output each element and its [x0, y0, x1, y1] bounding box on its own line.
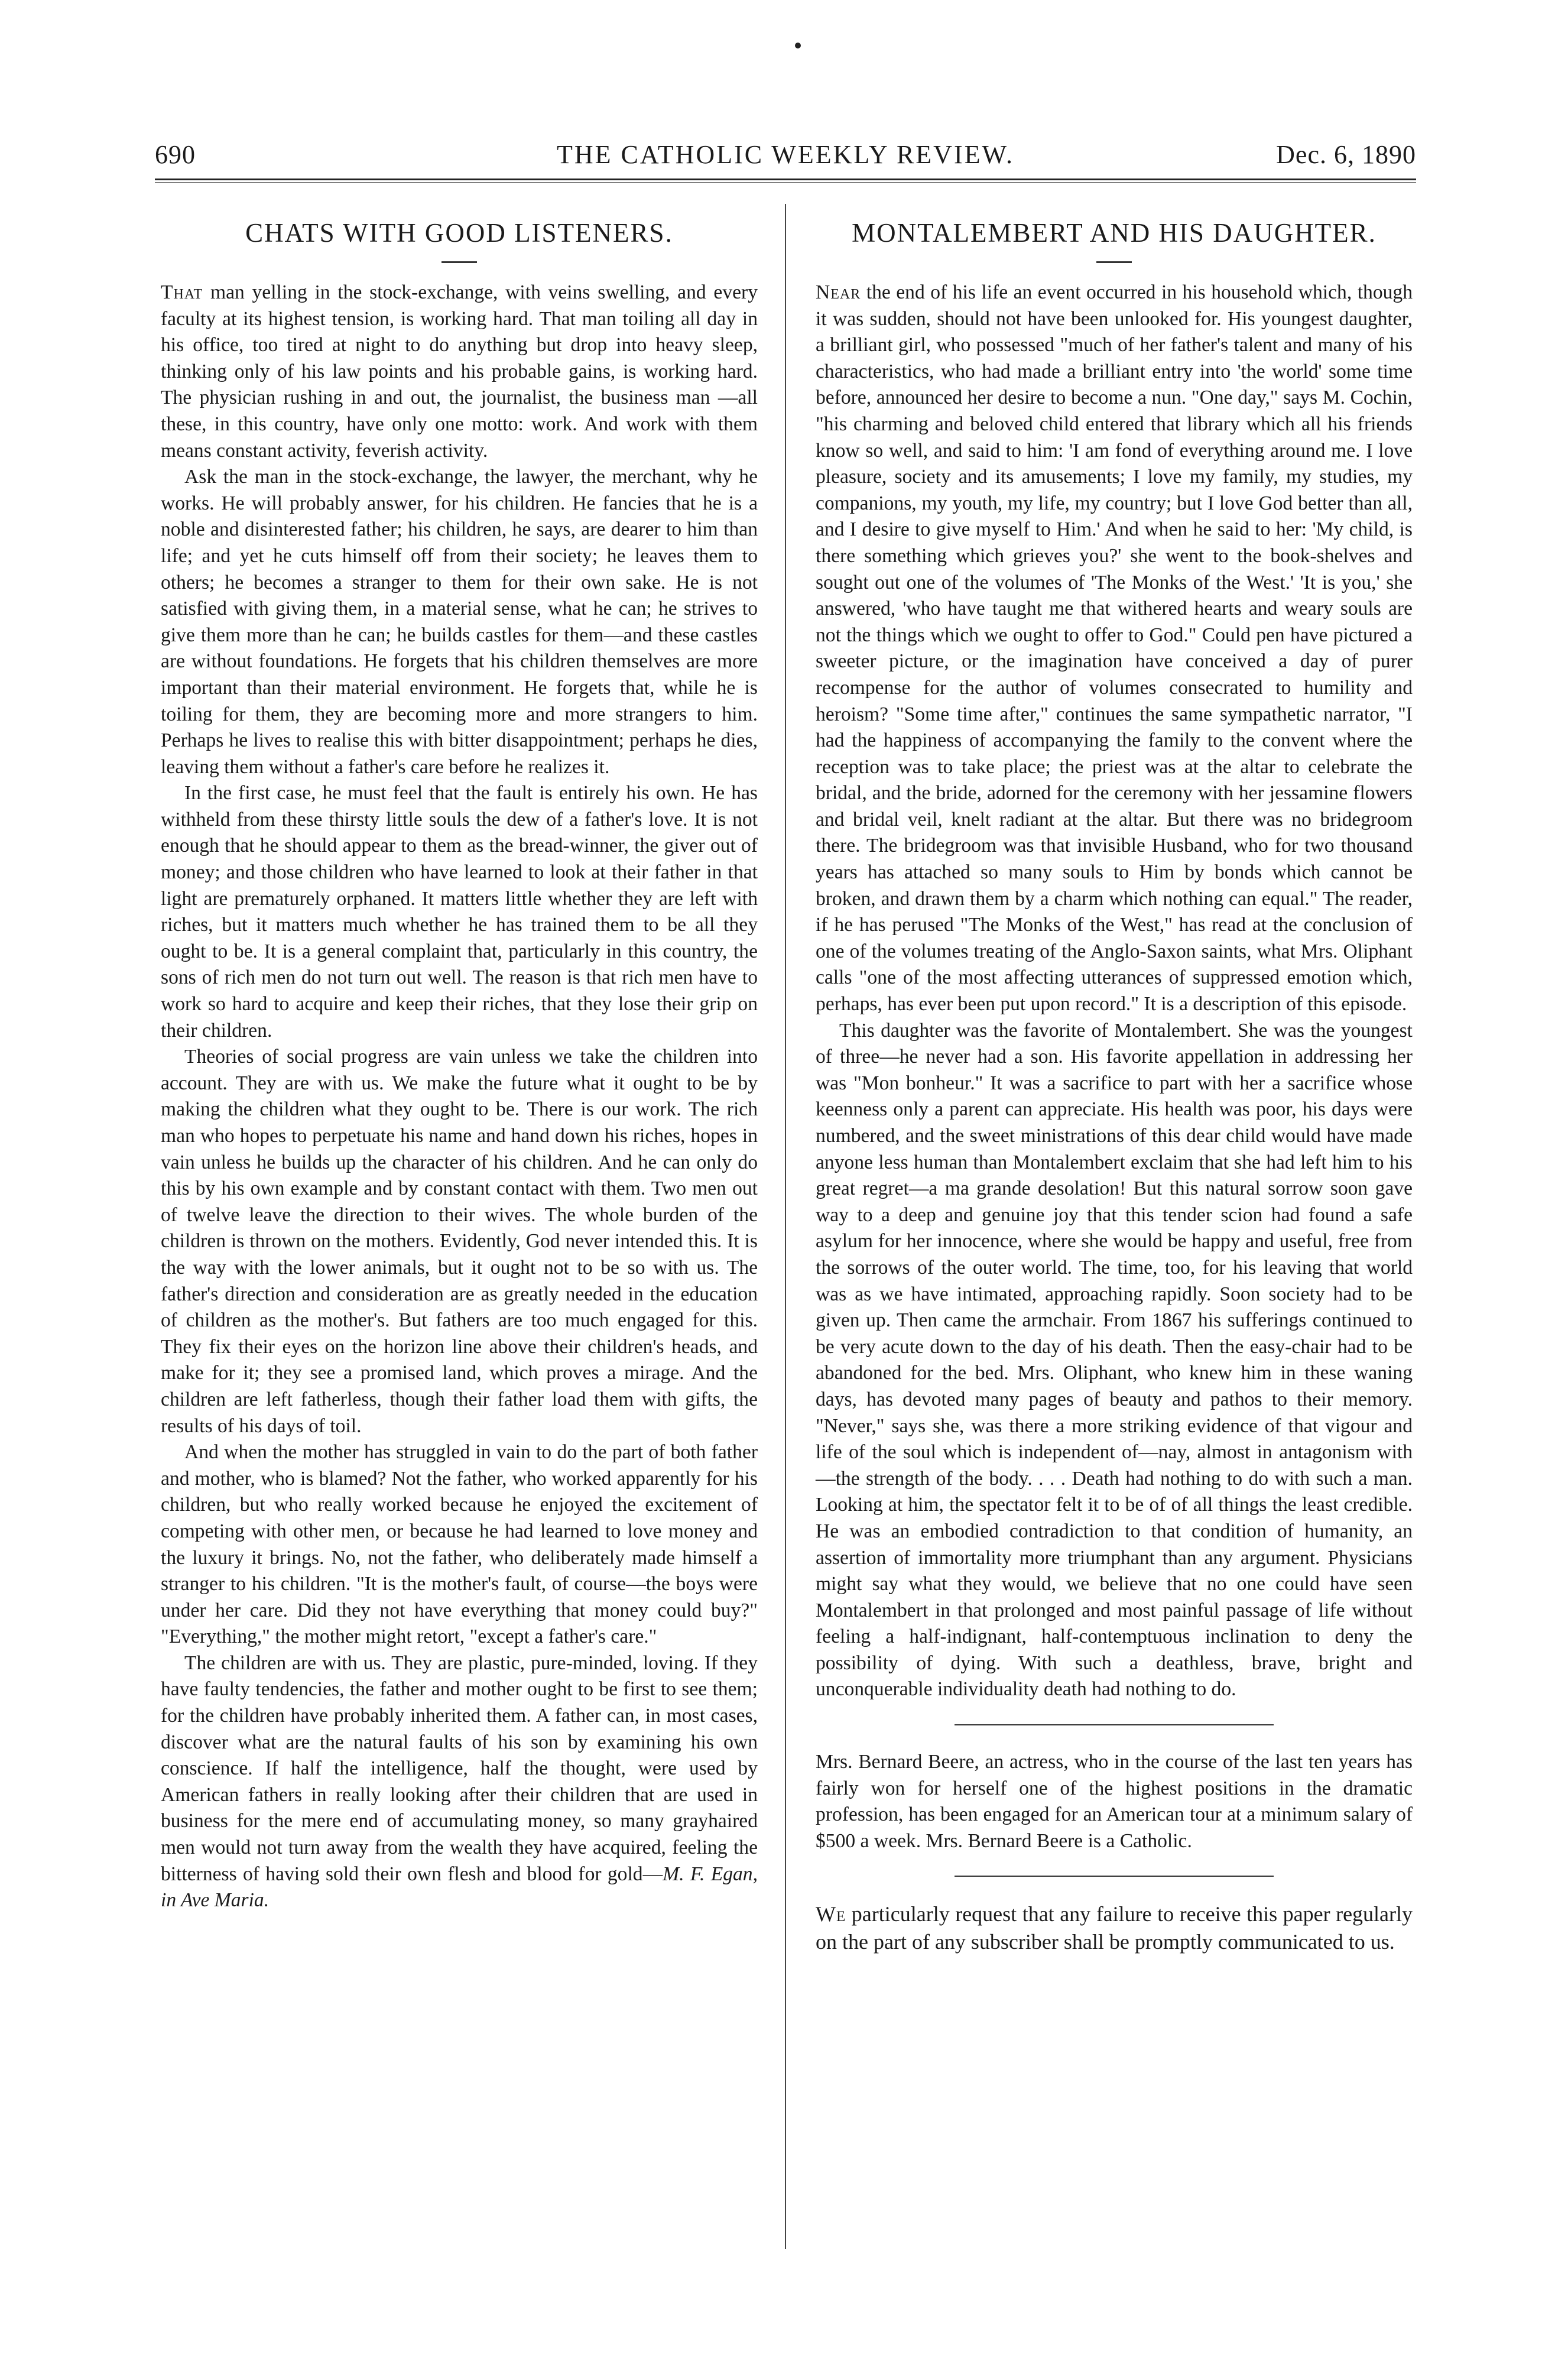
paragraph: [161, 1650, 758, 1914]
paragraph-text: The children are with us. They are plastic, pure-minded, loving. If they have faulty tendencies, the father and mother ought to be first to see them; for the children have probably inherited them. A father can, in most cases, discover what are the natural faults of his son by examining his own conscience. If half the intelligence, half the thought, were used by American fathers in really looking after their children that are used in business for the mere end of accumulating money, so many grayhaired men would not turn away from the wealth they have acquired, feeling the bitterness of having sold their own flesh and blood for gold—: [161, 1652, 758, 1885]
section-separator: [955, 1876, 1274, 1877]
ink-dot: [795, 43, 801, 48]
notice-text: particularly request that any failure to receive this paper regularly on the part of any subscriber shall be promptly communicated to us.: [816, 1902, 1413, 1954]
paragraph: [161, 280, 758, 464]
title-rule: [1096, 261, 1132, 263]
paragraph: This daughter was the favorite of Montalembert. She was the youngest of three—he never had a son. His favorite appellation in addressing her was "Mon bonheur." It was a sacrifice to part with her a sacrifice whose keenness only a parent can appreciate. His health was poor, his days were numbered, and the sweet ministrations of this dear child would have made anyone less human than Montalembert exclaim that she had left him to his great regret—a ma grande desolation! But this natural sorrow soon gave way to a deep and genuine joy that this tender scion had found a safe asylum for her innocence, where she would be happy and useful, free from the sorrows of the outer world. The time, too, for his leaving that world was as we have intimated, approaching rapidly. Soon society had to be given up. Then came the armchair. From 1867 his sufferings continued to be very acute down to the day of his death. Then the easy-chair had to be abandoned for the bed. Mrs. Oliphant, who knew him in these waning days, has devoted many pages of beauty and pathos to their memory. "Never," says she, was there a more striking evidence of that vigour and life of the soul which is independent of—nay, almost in antagonism with—the strength of the body. . . . Death had nothing to do with such a man. Looking at him, the spectator felt it to be of of all things the least credible. He was an embodied contradiction to that condition of humanity, an assertion of immortality more triumphant than any argument. Physicians might say what they would, we believe that no one could have seen Montalembert in that prolonged and most painful passage of life without feeling a half-indignant, half-contemptuous inclination to deny the possibility of dying. With such a deathless, brave, bright and unconquerable individuality death had nothing to do.: [816, 1019, 1413, 1701]
article-title: CHATS WITH GOOD LISTENERS.: [245, 218, 673, 248]
page-number: 690: [155, 140, 196, 169]
masthead-rule: [155, 179, 1416, 180]
paragraph: Theories of social progress are vain unless we take the children into account. They are with us. We make the future what it ought to be by making the children what they ought to be. There is our work. The rich man who hopes to perpetuate his name and hand down his riches, hopes in vain unless he builds up the character of his children. And he can only do this by his own example and by constant contact with them. Two men out of twelve leave the direction to their wives. The whole burden of the children is thrown on the mothers. Evidently, God never intended this. It is the way with the lower animals, but it ought not to be so with us. The father's direction and consideration are as greatly needed in the education of children as the mother's. But fathers are too much engaged for this. They fix their eyes on the horizon line above their children's heads, and make for it; they see a promised land, which proves a mirage. And the children are left fatherless, though their father load them with gifts, the results of his days of toil.: [161, 1046, 758, 1437]
subscriber-notice: [816, 1900, 1413, 1956]
title-rule: [441, 261, 477, 263]
paragraph-text: the end of his life an event occurred in his household which, though it was sudden, should not have been unlooked for. His youngest daughter, a brilliant girl, who possessed "much of her father's talent and many of his characteristics, who had made a brilliant entry into 'the world' some time before, announced her desire to become a nun. "One day," says M. Cochin, "his charming and beloved child entered that library which all his friends know so well, and said to him: 'I am fond of everything around me. I love pleasure, society and its amusements; I love my family, my studies, my companions, my youth, my life, my country; but I love God better than all, and I desire to give myself to Him.' And when he said to her: 'My child, is there something which grieves you?' she went to the book-shelves and sought out one of the volumes of 'The Monks of the West.' 'It is you,' she answered, 'who have taught me that withered hearts and weary souls are not the things which we ought to offer to God." Could pen have pictured a sweeter picture, or the imagination have conceived a day of purer recompense for the author of volumes consecrated to humility and heroism? "Some time after," continues the same sympathetic narrator, "I had the happiness of accompanying the family to the convent where the reception was to take place; the priest was at the altar to celebrate the bridal, and the bride, adorned for the ceremony with her jessamine flowers and bridal veil, knelt radiant at the altar. But there was no bridegroom there. The bridegroom was that invisible Husband, who for two thousand years has attached so many souls to Him by bonds which cannot be broken, and drawn them by a charm which nothing can equal." The reader, if he has perused "The Monks of the West," has read at the conclusion of one of the volumes treating of the Anglo-Saxon saints, what Mrs. Oliphant calls "one of the most affecting utterances of suppressed emotion which, perhaps, has ever been put upon record." It is a description of this episode.: [816, 281, 1413, 1016]
article-title: MONTALEMBERT AND HIS DAUGHTER.: [852, 218, 1377, 248]
masthead: [155, 140, 1416, 177]
lead-word: We: [816, 1902, 846, 1926]
paragraph: [816, 280, 1413, 1018]
news-item: Mrs. Bernard Beere, an actress, who in the course of the last ten years has fairly won for herself one of the highest positions in the dramatic profession, has been engaged for an American tour at a minimum salary of $500 a week. Mrs. Bernard Beere is a Catholic.: [816, 1751, 1413, 1852]
paragraph: Ask the man in the stock-exchange, the lawyer, the merchant, why he works. He will probably answer, for his children. He fancies that he is a noble and disinterested father; his children, he says, are dearer to him than life; and yet he cuts himself off from their society; he leaves them to others; he becomes a stranger to them for their own sake. He is not satisfied with giving them, in a material sense, what he can; he strives to give them more than he can; he builds castles for them—and these castles are without foundations. He forgets that his children themselves are more important than their material environment. He forgets that, while he is toiling for them, they are becoming more and more strangers to him. Perhaps he lives to realise this with bitter disappointment; perhaps he dies, leaving them without a father's care before he realizes it.: [161, 466, 758, 778]
paragraph-text: man yelling in the stock-exchange, with veins swelling, and every faculty at its highest tension, is working hard. That man toiling all day in his office, too tired at night to do anything but drop into heavy sleep, thinking only of his law points and his probable gains, is working hard. The physician rushing in and out, the journalist, the business man —all these, in this country, have only one motto: work. And work with them means constant activity, feverish activity.: [161, 281, 758, 462]
section-separator: [955, 1724, 1274, 1725]
left-column: [161, 218, 758, 1914]
publication-title: THE CATHOLIC WEEKLY REVIEW.: [557, 140, 1014, 169]
masthead-rule-thin: [155, 182, 1416, 183]
paragraph: And when the mother has struggled in vain to do the part of both father and mother, who is blamed? Not the father, who worked apparently for his children, but who really worked because he enjoyed the excitement of competing with other men, or because he had learned to love money and the luxury it brings. No, not the father, who deliberately made himself a stranger to his children. "It is the mother's fault, of course—the boys were under her care. Did they not have everything that money could buy?" "Everything," the mother might retort, "except a father's care.": [161, 1441, 758, 1648]
signature: M. F. Egan, in Ave Maria.: [161, 1863, 758, 1912]
right-column: [816, 218, 1413, 1956]
paragraph: In the first case, he must feel that the fault is entirely his own. He has withheld from these thirsty little souls the dew of a father's love. It is not enough that he should appear to them as the bread-winner, the giver out of money; and those children who have learned to look at their father in that light are prematurely orphaned. It matters little whether they are left with riches, but it matters much whether he has trained them to be all they ought to be. It is a general complaint that, particularly in this country, the sons of rich men do not turn out well. The reason is that rich men have to work so hard to acquire and keep their riches, that they lose their grip on their children.: [161, 782, 758, 1042]
lead-word: Near: [816, 281, 861, 303]
column-divider: [785, 204, 786, 2249]
lead-word: That: [161, 281, 203, 303]
issue-date: Dec. 6, 1890: [1276, 140, 1416, 169]
